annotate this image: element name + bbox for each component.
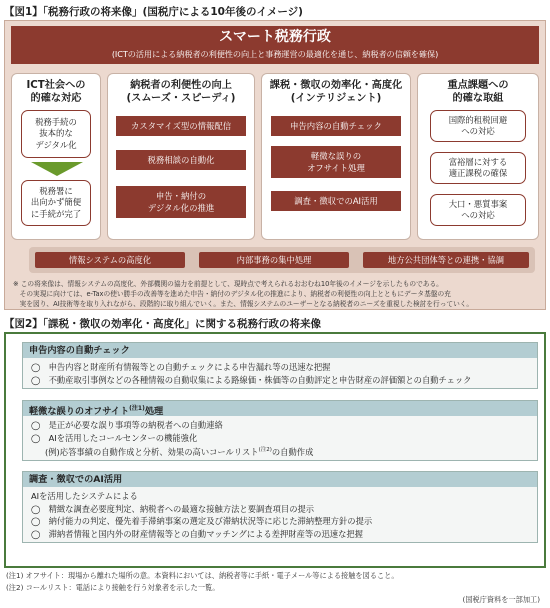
example-line xyxy=(31,444,531,458)
digital-filing-line1: 申告・納付の xyxy=(155,191,207,201)
auto-consultation-item xyxy=(116,150,246,170)
col1-heading-line1: ICT社会への xyxy=(26,80,86,91)
ict-column xyxy=(11,73,101,240)
wealthy-tax-line1: 富裕層に対する xyxy=(448,156,508,167)
section-heading-suffix: 処理 xyxy=(144,406,164,418)
note-line2: その実現に向けては、e-Taxの使い勝手の改善等を進めた申告・納付のデジタル化の推進により、納税者の利便性の向上とともにデータ基盤の充 xyxy=(13,290,451,298)
large-case-line2: への対応 xyxy=(461,210,495,220)
efficiency-column xyxy=(261,73,411,240)
digitalization-line1: 税務手続の xyxy=(35,116,77,127)
tax-avoidance-line1: 国際的租税回避 xyxy=(448,114,508,125)
section-auto-check xyxy=(22,342,538,389)
auto-check-item xyxy=(271,116,401,136)
wealthy-tax-box xyxy=(430,152,526,184)
list-item: ◯ 納付能力の判定、優先着手滞納事案の選定及び滞納状況等に応じた滞納整理方針の提示 xyxy=(31,516,373,526)
list-item: ◯ 精緻な調査必要度判定、納税者への最適な接触方法と要調査項目の提示 xyxy=(31,503,315,514)
col1-heading-line2: 的確な対応 xyxy=(30,93,82,104)
priority-column xyxy=(417,73,539,240)
auto-consultation-label: 税務相談の自動化 xyxy=(147,155,215,165)
info-distribution-label: カスタマイズ型の情報配信 xyxy=(130,121,232,131)
internal-processing-item: 内部事務の集中処理 xyxy=(199,252,349,268)
ai-usage-label: 調査・徴収でのAI活用 xyxy=(294,196,378,206)
col4-heading-line2: 的確な取組 xyxy=(452,93,504,104)
tax-avoidance-line2: への対応 xyxy=(461,126,495,136)
list-item: ◯ 不動産取引事例などの各種情報の自動収集による路線価・株価等の自動評定と申告財産の評価額との自動チェック xyxy=(31,374,472,385)
smart-tax-banner xyxy=(11,26,539,64)
list-item: ◯ 滞納者情報と国内外の財産情報等との自動マッチングによる差押財産等の迅速な把握 xyxy=(31,528,363,539)
figure1-note xyxy=(13,279,539,309)
digitalization-box xyxy=(21,110,91,158)
figure1-title: 【図1】「税務行政の将来像」(国税庁による10年後のイメージ) xyxy=(4,6,303,18)
section-heading-text: 軽微な誤りのオフサイト xyxy=(29,406,130,418)
list-item: ◯ 申告内容と財産所有情報等との自動チェックによる申告漏れ等の迅速な把握 xyxy=(31,362,331,372)
note-line1: ※ この将来像は、情報システムの高度化、外部機関の協力を前提として、現時点で考えられるおおむね10年後のイメージを示したものである。 xyxy=(13,280,443,288)
example-suffix: の自動作成 xyxy=(271,446,314,457)
figure2-panel xyxy=(4,332,546,568)
figure2-title: 【図2】「課税・徴収の効率化・高度化」に関する税務行政の将来像 xyxy=(4,318,322,330)
infrastructure-bar xyxy=(29,247,535,273)
section-heading: 申告内容の自動チェック xyxy=(23,343,537,358)
note-ref-1: (注1) xyxy=(129,405,145,412)
list-item: ◯ 是正が必要な誤り事項等の納税者への自動連絡 xyxy=(31,420,223,430)
no-visit-line1: 税務署に xyxy=(39,185,73,196)
section-heading xyxy=(23,401,537,416)
auto-check-label: 申告内容の自動チェック xyxy=(290,121,382,131)
wealthy-tax-line2: 適正課税の確保 xyxy=(448,168,508,178)
offsite-line2: オフサイト処理 xyxy=(307,163,365,173)
section-heading: 調査・徴収でのAI活用 xyxy=(23,472,537,487)
no-visit-box xyxy=(21,180,91,226)
offsite-line1: 軽微な誤りの xyxy=(310,151,362,161)
large-case-line1: 大口・悪質事案 xyxy=(448,198,508,209)
col4-heading-line1: 重点課題への xyxy=(447,80,509,91)
no-visit-line3: に手続が完了 xyxy=(30,208,82,219)
ai-usage-item xyxy=(271,191,401,211)
down-arrow-icon xyxy=(31,162,83,176)
digital-filing-item xyxy=(116,186,246,218)
offsite-processing-item xyxy=(271,146,401,178)
footnote-1: (注1) オフサイト：現場から離れた場所の意。本資料においては、納税者等に手紙・電子メール等による接触を図ること。 xyxy=(6,571,399,580)
local-gov-item: 地方公共団体等との連携・協調 xyxy=(363,252,529,268)
col2-heading-line1: 納税者の利便性の向上 xyxy=(130,80,232,91)
figure1-panel xyxy=(4,20,546,310)
banner-title: スマート税務行政 xyxy=(219,29,331,45)
list-item: ◯ AIを活用したコールセンターの機能強化 xyxy=(31,432,198,443)
info-system-item: 情報システムの高度化 xyxy=(35,252,185,268)
large-case-box xyxy=(430,194,526,226)
note-ref-2: (注2) xyxy=(258,447,272,453)
col3-heading-line1: 課税・徴収の効率化・高度化 xyxy=(269,80,403,91)
note-line3: 実を図り、AI技術等を取り入れながら、段階的に取り組んでいく。また、情報システムのユーザーとなる納税者のニーズを重視した検討を行っていく。 xyxy=(13,300,474,308)
tax-avoidance-box xyxy=(430,110,526,142)
col2-heading-line2: (スムーズ・スピーディ) xyxy=(126,93,236,104)
convenience-column xyxy=(107,73,255,240)
col3-heading-line2: (インテリジェント) xyxy=(290,93,382,104)
digitalization-line2: 抜本的な xyxy=(39,128,73,139)
info-distribution-item xyxy=(116,116,246,136)
footnote-2: (注2) コールリスト：電話により接触を行う対象者を示した一覧。 xyxy=(6,583,220,592)
banner-subtitle: (ICTの活用による納税者の利便性の向上と事務運営の最適化を通じ、納税者の信頼を確保) xyxy=(111,49,439,59)
section-offsite xyxy=(22,400,538,461)
example-text: (例)応答事績の自動作成と分析、効果の高いコールリスト xyxy=(45,446,259,457)
section-ai xyxy=(22,471,538,543)
no-visit-line2: 出向かず簡便 xyxy=(30,197,82,208)
list-intro: AIを活用したシステムによる xyxy=(31,491,138,501)
digital-filing-line2: デジタル化の推進 xyxy=(147,203,215,213)
digitalization-line3: デジタル化 xyxy=(35,139,77,150)
source-credit: (国税庁資料を一部加工) xyxy=(462,595,540,604)
